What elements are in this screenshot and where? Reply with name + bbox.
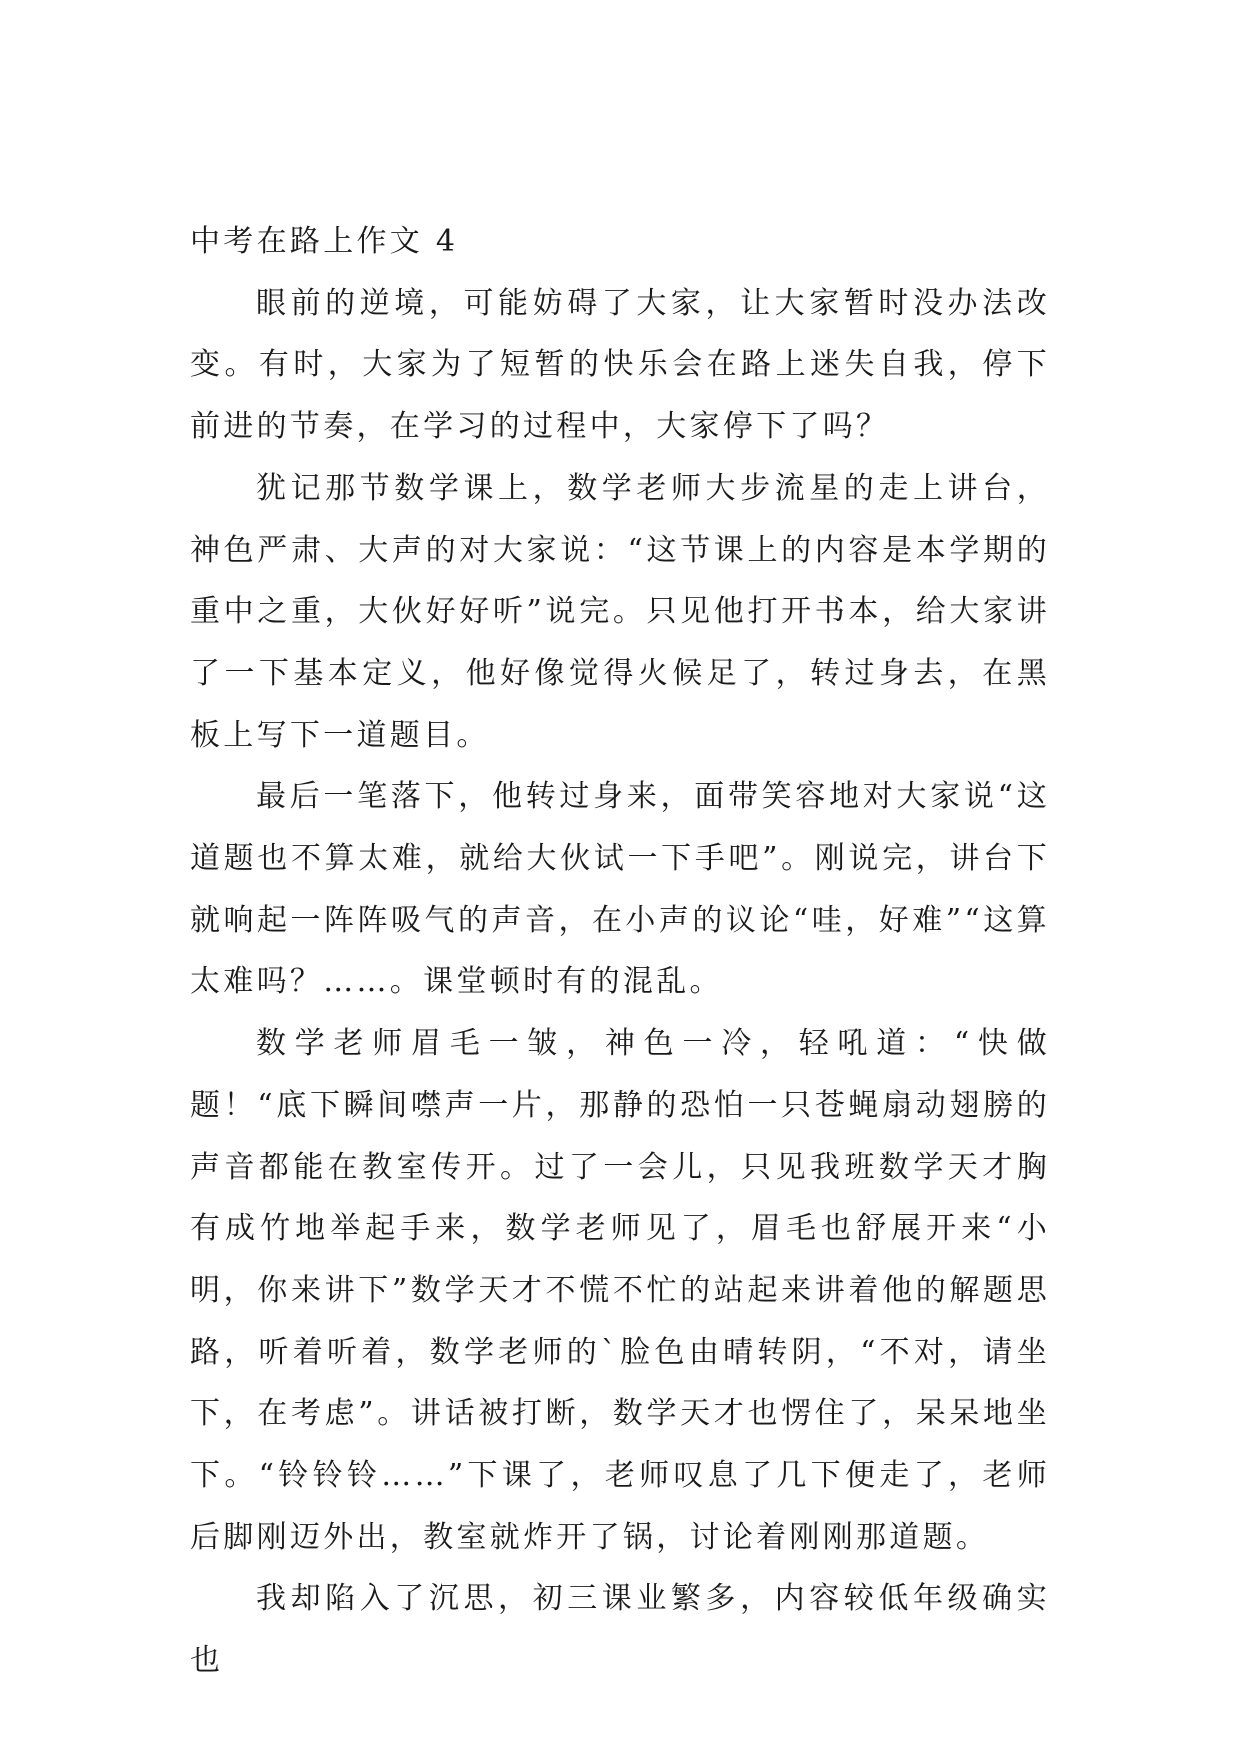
paragraph-4: 数学老师眉毛一皱，神色一冷，轻吼道：“快做题！“底下瞬间噤声一片，那静的恐怕一只苍蝇扇动翅膀的声音都能在教室传开。过了一会儿，只见我班数学天才胸有成竹地举起手来，数学老师见了，眉毛也舒展开来“小明，你来讲下”数学天才不慌不忙的站起来讲着他的解题思路，听着听着，数学老师的`脸色由晴转阴，“不对，请坐下，在考虑”。讲话被打断，数学天才也愣住了，呆呆地坐下。“铃铃铃……”下课了，老师叹息了几下便走了，老师后脚刚迈外出，教室就炸开了锅，讨论着刚刚那道题。 (190, 1026, 1050, 1555)
document-body (190, 211, 1050, 1692)
paragraph-5: 我却陷入了沉思，初三课业繁多，内容较低年级确实也 (190, 1581, 1050, 1679)
paragraph-2: 犹记那节数学课上，数学老师大步流星的走上讲台，神色严肃、大声的对大家说：“这节课上的内容是本学期的重中之重，大伙好好听”说完。只见他打开书本，给大家讲了一下基本定义，他好像觉得火候足了，转过身去，在黑板上写下一道题目。 (190, 470, 1050, 753)
paragraph-3: 最后一笔落下，他转过身来，面带笑容地对大家说“这道题也不算太难，就给大伙试一下手吧”。刚说完，讲台下就响起一阵阵吸气的声音，在小声的议论“哇，好难”“这算太难吗？……。课堂顿时有的混乱。 (190, 779, 1050, 1000)
paragraph-1: 眼前的逆境，可能妨碍了大家，让大家暂时没办法改变。有时，大家为了短暂的快乐会在路上迷失自我，停下前进的节奏，在学习的过程中，大家停下了吗？ (190, 285, 1050, 445)
document-title: 中考在路上作文 4 (190, 224, 459, 259)
